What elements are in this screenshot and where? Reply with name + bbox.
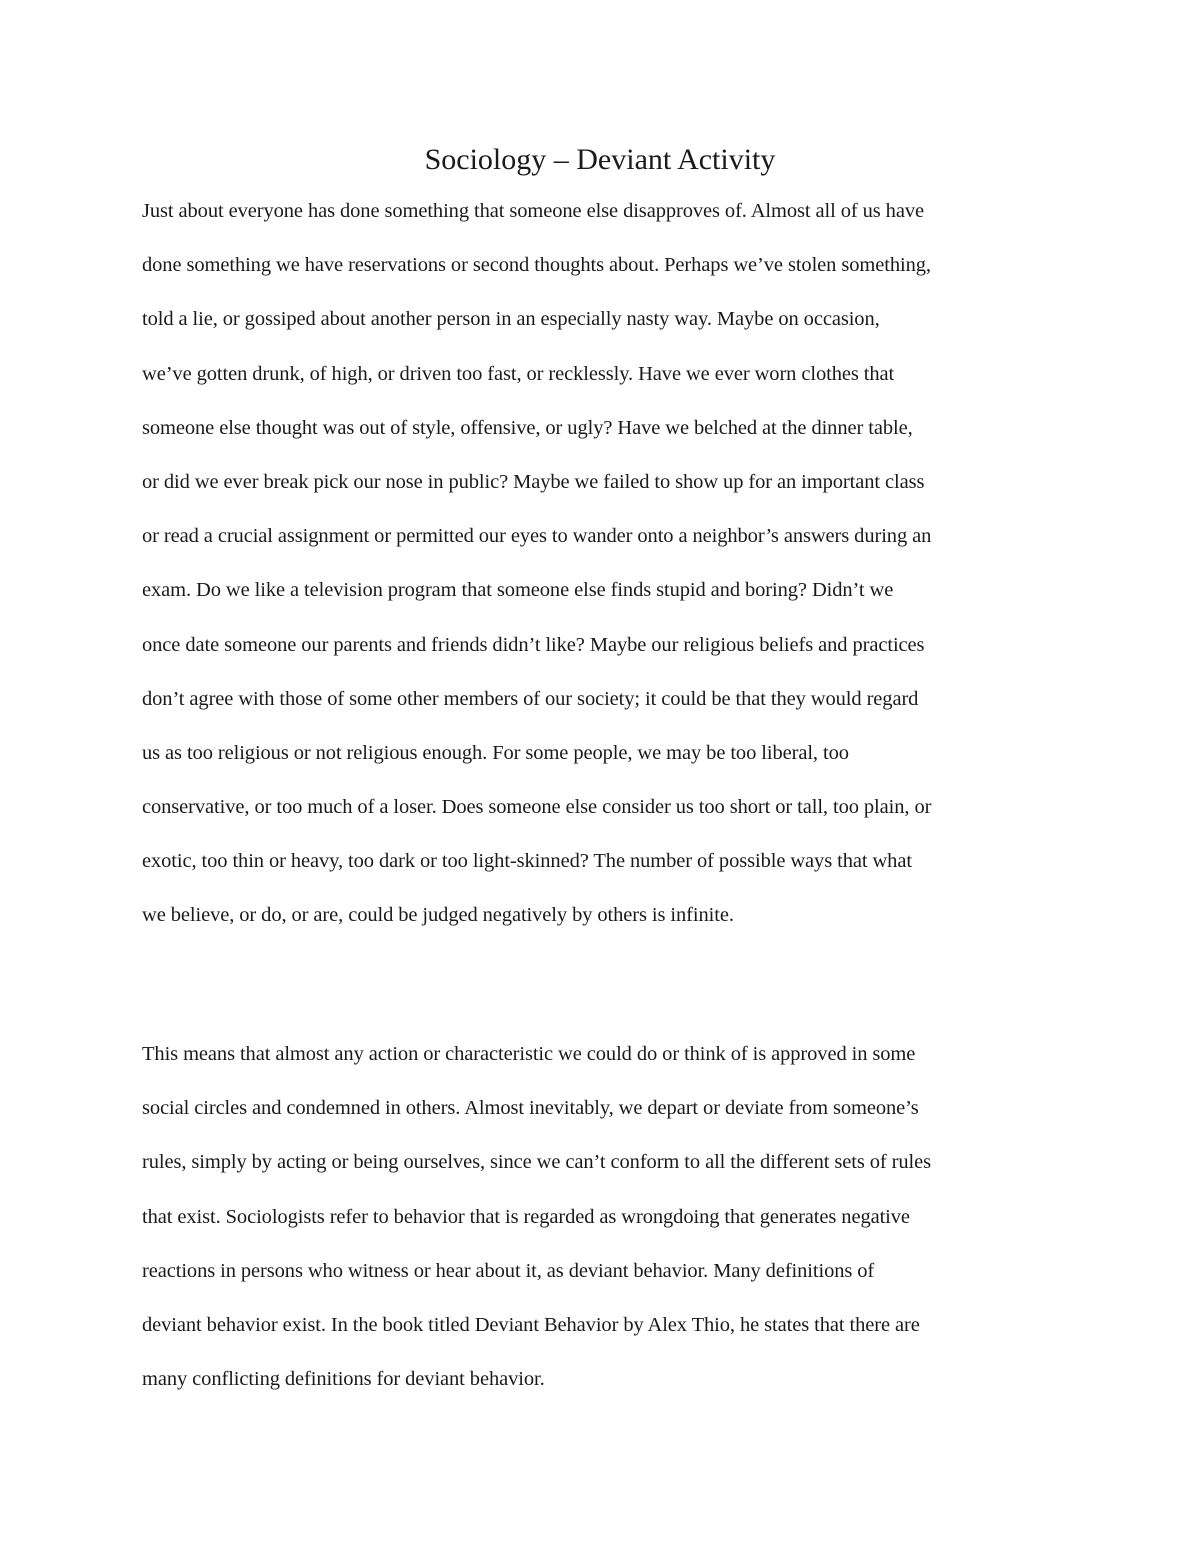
text-line: we believe, or do, or are, could be judged negatively by others is infinite.	[142, 904, 734, 927]
text-line: or did we ever break pick our nose in public? Maybe we failed to show up for an important class	[142, 470, 925, 493]
text-line: us as too religious or not religious enough. For some people, we may be too liberal, too	[142, 741, 849, 764]
text-line: told a lie, or gossiped about another person in an especially nasty way. Maybe on occasion,	[142, 308, 880, 331]
text-line: reactions in persons who witness or hear about it, as deviant behavior. Many definitions of	[142, 1259, 875, 1282]
paragraph-2	[142, 1032, 931, 1411]
text-line: Just about everyone has done something that someone else disapproves of. Almost all of us have	[142, 200, 924, 222]
text-line: deviant behavior exist. In the book titled Deviant Behavior by Alex Thio, he states that there are	[142, 1313, 920, 1336]
text-line: that exist. Sociologists refer to behavior that is regarded as wrongdoing that generates negative	[142, 1205, 910, 1228]
text-line: someone else thought was out of style, offensive, or ugly? Have we belched at the dinner table,	[142, 416, 913, 439]
text-line: social circles and condemned in others. Almost inevitably, we depart or deviate from someone’s	[142, 1097, 919, 1120]
paragraph-1	[142, 189, 931, 948]
text-line: once date someone our parents and friends didn’t like? Maybe our religious beliefs and practices	[142, 633, 925, 656]
text-line: exotic, too thin or heavy, too dark or too light-skinned? The number of possible ways that what	[142, 850, 912, 873]
document-title: Sociology – Deviant Activity	[424, 143, 776, 176]
text-line: done something we have reservations or second thoughts about. Perhaps we’ve stolen something,	[142, 254, 931, 277]
text-line: don’t agree with those of some other members of our society; it could be that they would regard	[142, 687, 919, 710]
text-line: rules, simply by acting or being ourselves, since we can’t conform to all the different sets of rules	[142, 1151, 932, 1174]
text-line: conservative, or too much of a loser. Does someone else consider us too short or tall, too plain, or	[142, 796, 932, 819]
text-line: exam. Do we like a television program that someone else finds stupid and boring? Didn’t we	[142, 579, 894, 602]
text-line: many conflicting definitions for deviant behavior.	[142, 1368, 545, 1391]
text-line: or read a crucial assignment or permitted our eyes to wander onto a neighbor’s answers during an	[142, 525, 932, 548]
text-line: This means that almost any action or characteristic we could do or think of is approved in some	[142, 1043, 916, 1065]
text-line: we’ve gotten drunk, of high, or driven too fast, or recklessly. Have we ever worn clothes that	[142, 362, 895, 385]
